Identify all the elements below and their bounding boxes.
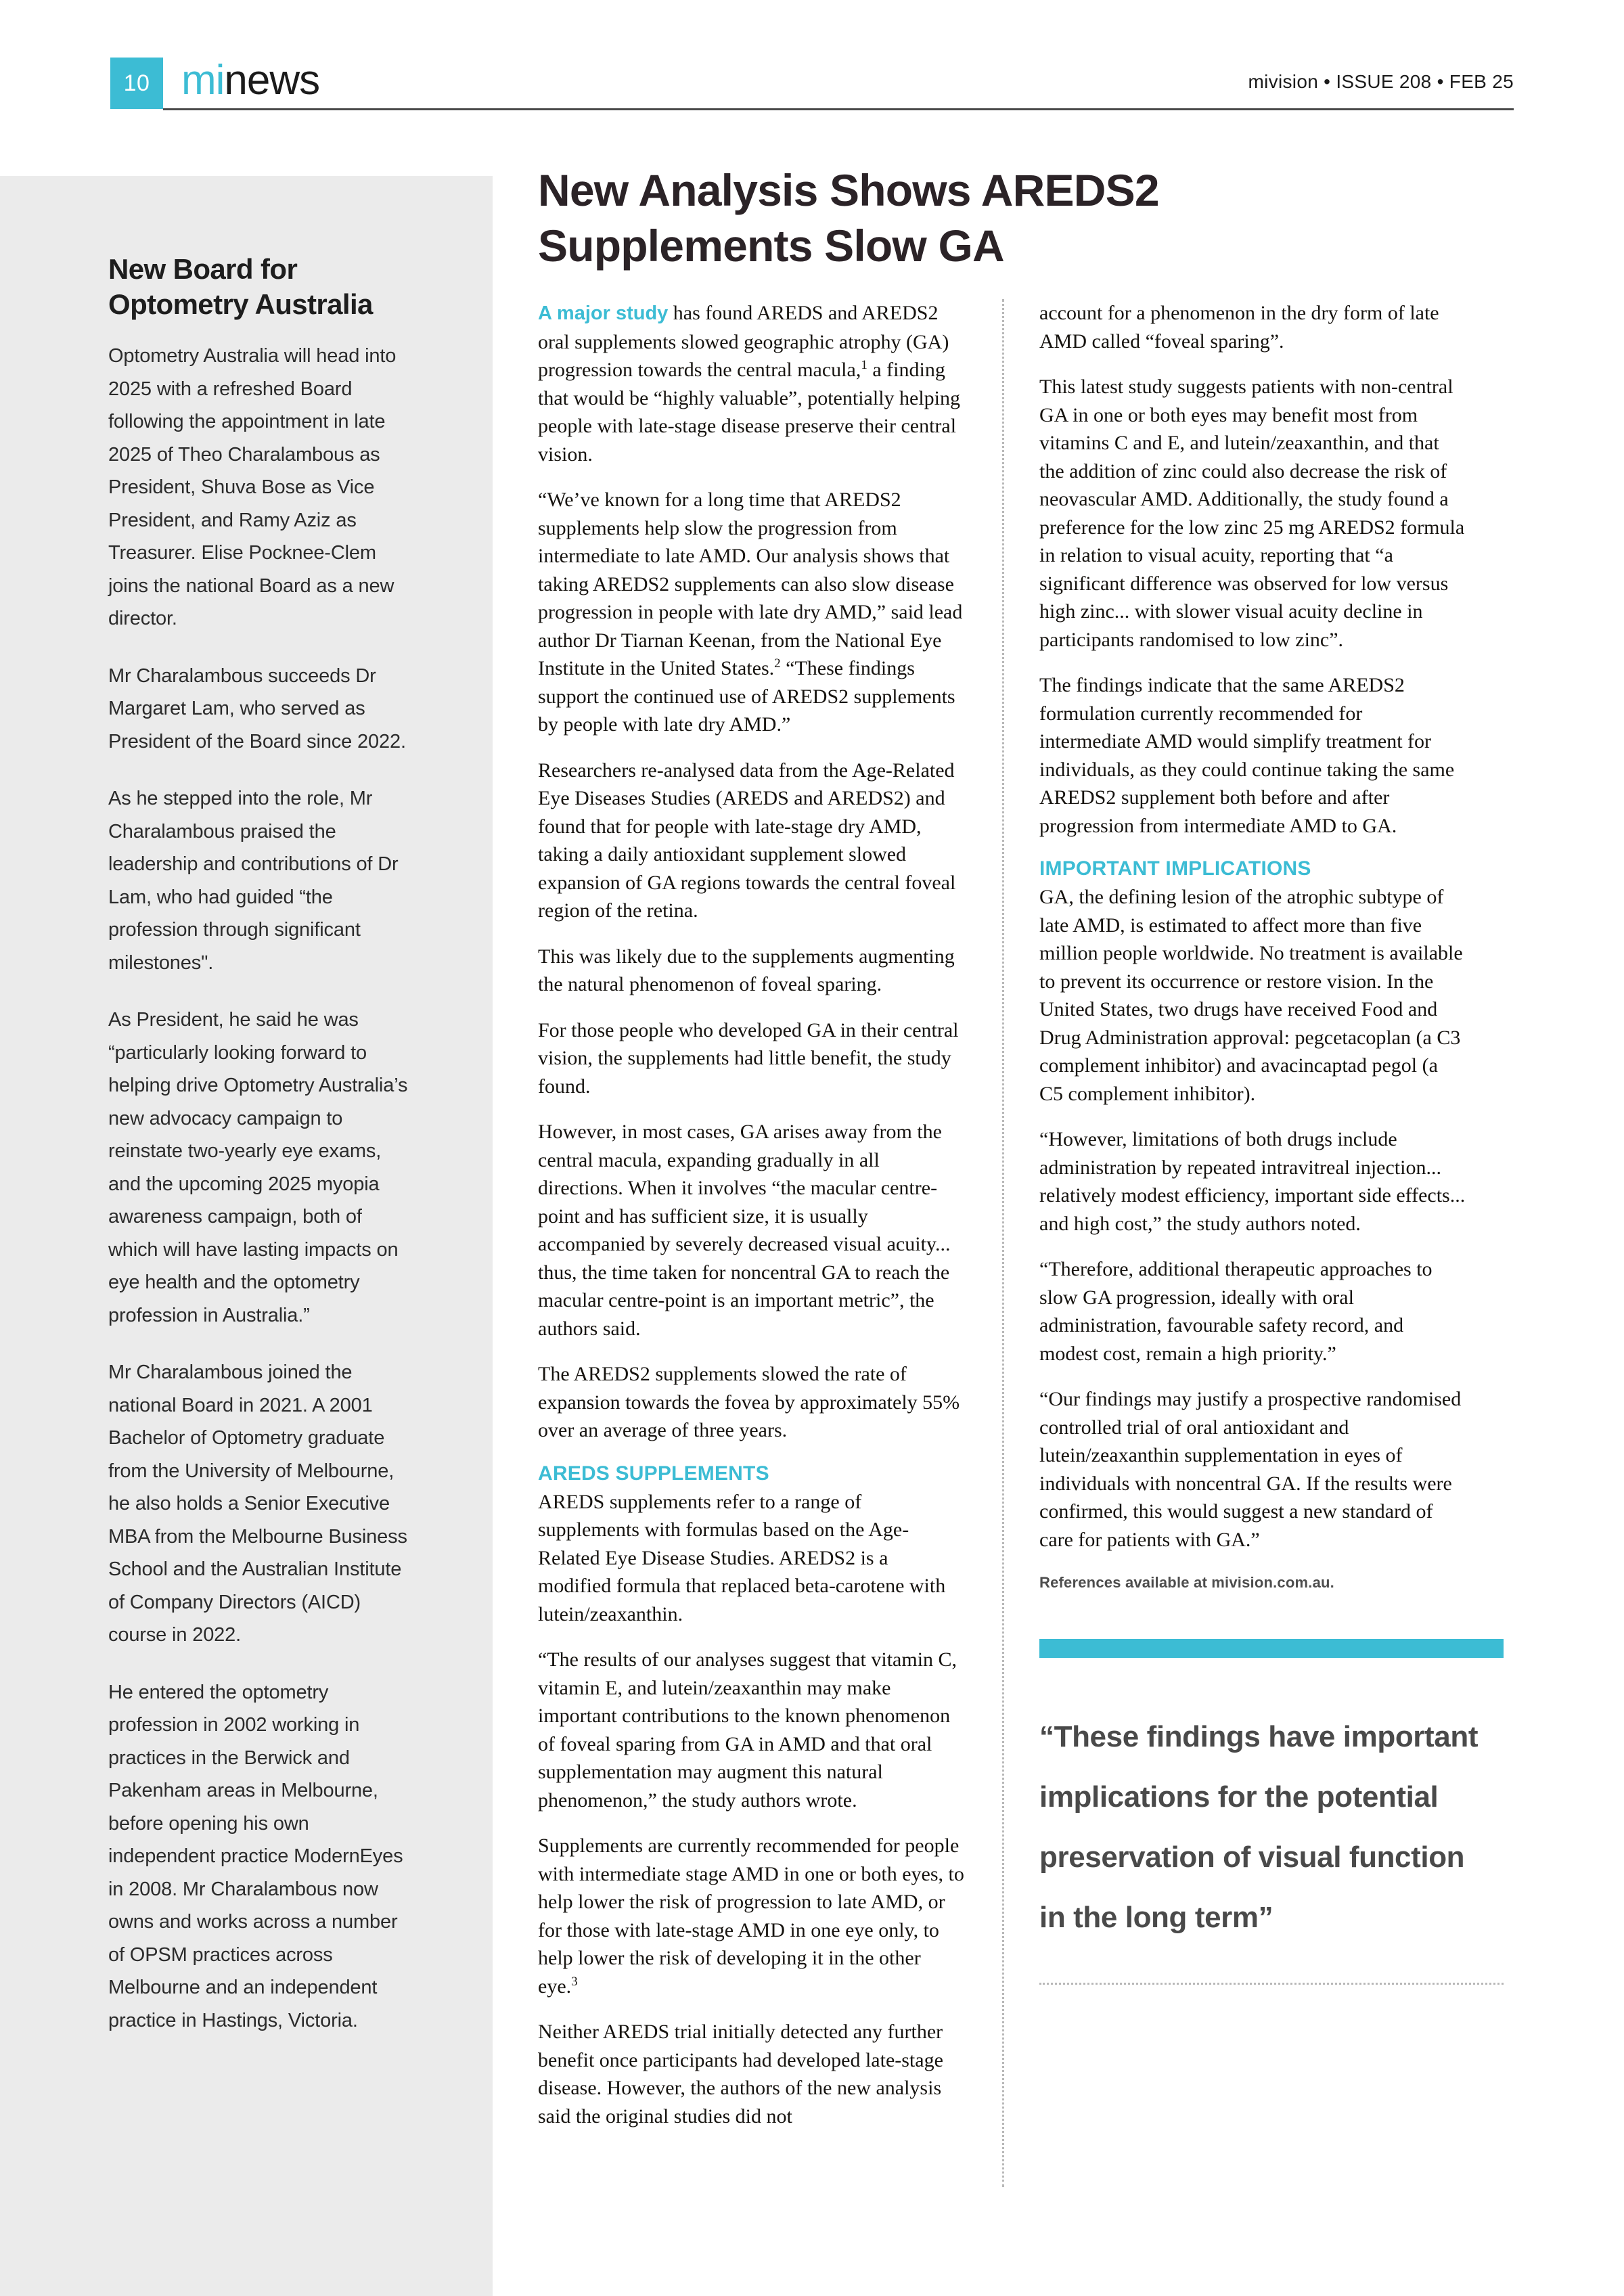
sidebar-paragraph: As he stepped into the role, Mr Charalambous praised the leadership and contributions of Dr Lam, who had guided “the profession through significant milestones". [108, 788, 399, 974]
masthead-divider [163, 108, 1514, 110]
article-paragraph: “Our findings may justify a prospective randomised controlled trial of oral antioxidant and lutein/zeaxanthin supplementation in eyes of individuals with noncentral GA. If the results were confirmed, this would suggest a new standard of care for patients with GA.” [1039, 1388, 1462, 1551]
pullquote-bottom-rule [1039, 1983, 1504, 1985]
article-column-left [538, 299, 1002, 2148]
logo-news-text: news [224, 57, 320, 104]
page-number-label: 10 [123, 70, 150, 96]
section-subhead-important-implications: IMPORTANT IMPLICATIONS [1039, 857, 1311, 880]
footnote-marker-1: 1 [861, 358, 867, 372]
article-paragraph: The AREDS2 supplements slowed the rate of expansion towards the fovea by approximately 55% over an average of three years. [538, 1363, 960, 1441]
sidebar-panel [0, 176, 493, 2296]
paragraph-text: “We’ve known for a long time that AREDS2 supplements help slow the progression from intermediate to late AMD. Our analysis shows that taking AREDS2 supplements can also slow disease progression in people with late dry AMD,” said lead author Dr Tiarnan Keenan, from the National Eye Institute in the United States. [538, 489, 963, 679]
sidebar-paragraph: Mr Charalambous joined the national Board in 2021. A 2001 Bachelor of Optometry graduate from the University of Melbourne, he also holds a Senior Executive MBA from the Melbourne Business School and the Australian Institute of Company Directors (AICD) course in 2022. [108, 1361, 407, 1646]
article-paragraph [538, 1832, 965, 2000]
article-paragraph: “However, limitations of both drugs include administration by repeated intravitreal injection... relatively modest efficiency, important side effects... and high cost,” the study authors noted. [1039, 1128, 1466, 1235]
article-paragraph: This was likely due to the supplements augmenting the natural phenomenon of foveal sparing. [538, 945, 955, 995]
article-paragraph: The findings indicate that the same AREDS2 formulation currently recommended for intermediate AMD would simplify treatment for individuals, as they could continue taking the same AREDS2 supplement both before and after progression from intermediate AMD to GA. [1039, 674, 1455, 837]
article-paragraph: Researchers re-analysed data from the Age-Related Eye Diseases Studies (AREDS and AREDS2) and found that for people with late-stage dry AMD, taking a daily antioxidant supplement slowed expansion of GA regions towards the central foveal region of the retina. [538, 759, 956, 922]
section-subhead-areds-supplements: AREDS SUPPLEMENTS [538, 1462, 769, 1485]
footnote-marker-3: 3 [571, 1974, 578, 1989]
issue-info: mivision • ISSUE 208 • FEB 25 [1248, 71, 1514, 92]
article-paragraph: “Therefore, additional therapeutic approaches to slow GA progression, ideally with oral administration, favourable safety record, and modest cost, remain a high priority.” [1039, 1258, 1433, 1365]
logo-mi-text: mi [181, 57, 225, 104]
article-columns [538, 299, 1514, 2148]
article-paragraph: “The results of our analyses suggest that vitamin C, vitamin E, and lutein/zeaxanthin may make important contributions to the known phenomenon of foveal sparing from GA in AMD and that oral supplementation may augment this natural phenomenon,” the study authors wrote. [538, 1648, 957, 1811]
sidebar-heading: New Board for Optometry Australia [108, 253, 373, 320]
article-main [538, 162, 1514, 2148]
article-paragraph [538, 486, 965, 739]
minews-logo [181, 57, 319, 104]
sidebar-paragraph: Mr Charalambous succeeds Dr Margaret Lam, who served as President of the Board since 2022. [108, 665, 406, 752]
article-paragraph: However, in most cases, GA arises away from the central macula, expanding gradually in all directions. When it involves “the macular centre-point and has sufficient size, it is usually accompanied by severely decreased visual acuity... thus, the time taken for noncentral GA to reach the macular centre-point is an important metric”, the authors said. [538, 1121, 951, 1340]
pull-quote: “These findings have important implications for the potential preservation of visual function in the long term” [1039, 1720, 1479, 1934]
article-paragraph: For those people who developed GA in their central vision, the supplements had little benefit, the study found. [538, 1018, 959, 1098]
sidebar-content [108, 252, 413, 2061]
references-note: References available at mivision.com.au. [1039, 1574, 1334, 1591]
lead-tail-text: a finding that would be “highly valuable”, potentially helping people with late-stage disease preserve their central vision. [538, 359, 961, 466]
article-column-right [1002, 299, 1479, 2148]
sidebar-paragraph: Optometry Australia will head into 2025 with a refreshed Board following the appointment in late 2025 of Theo Charalambous as President, Shuva Bose as Vice President, and Ramy Aziz as Treasurer. Elise Pocknee-Clem joins the national Board as a new director. [108, 345, 397, 629]
lead-rest-text: has found AREDS and AREDS2 oral supplements slowed geographic atrophy (GA) progression towards the central macula, [538, 302, 949, 381]
article-paragraph: AREDS supplements refer to a range of supplements with formulas based on the Age-Related Eye Disease Studies. AREDS2 is a modified formula that replaced beta-carotene with lutein/zeaxanthin. [538, 1490, 946, 1625]
article-headline: New Analysis Shows AREDS2 Supplements Slow GA [538, 165, 1159, 271]
footnote-marker-2: 2 [774, 656, 781, 671]
pullquote-accent-bar [1039, 1639, 1504, 1658]
article-paragraph: This latest study suggests patients with non-central GA in one or both eyes may benefit most from vitamins C and E, and lutein/zeaxanthin, and that the addition of zinc could also decrease the risk of neovascular AMD. Additionally, the study found a preference for the low zinc 25 mg AREDS2 formula in relation to visual acuity, reporting that “a significant difference was observed for low versus high zinc... with slower visual acuity decline in participants randomised to low zinc”. [1039, 376, 1465, 651]
paragraph-text-cont: “These findings support the continued use of AREDS2 supplements by people with late dry AMD.” [538, 657, 955, 736]
article-lead-paragraph [538, 299, 965, 468]
sidebar-paragraph: He entered the optometry profession in 2002 working in practices in the Berwick and Pakenham areas in Melbourne, before opening his own independent practice ModernEyes in 2008. Mr Charalambous now owns and works across a number of OPSM practices across Melbourne and an independent practice in Hastings, Victoria. [108, 1681, 403, 2031]
lead-in-text: A major study [538, 302, 669, 324]
masthead [0, 0, 1624, 123]
article-paragraph: Neither AREDS trial initially detected any further benefit once participants had developed late-stage disease. However, the authors of the new analysis said the original studies did not [538, 2021, 943, 2128]
article-paragraph: GA, the defining lesion of the atrophic subtype of late AMD, is estimated to affect more than five million people worldwide. No treatment is available to prevent its occurrence or restore vision. In the United States, two drugs have received Food and Drug Administration approval: pegcetacoplan (a C3 complement inhibitor) and avacincaptad pegol (a C5 complement inhibitor). [1039, 886, 1463, 1105]
paragraph-text: Supplements are currently recommended for people with intermediate stage AMD in one or both eyes, to help lower the risk of progression to late AMD, or for those with late-stage AMD in one eye only, to help lower the risk of developing it in the other eye. [538, 1834, 964, 1998]
page-number-badge [110, 58, 163, 109]
sidebar-paragraph: As President, he said he was “particularly looking forward to helping drive Optometry Australia’s new advocacy campaign to reinstate two-yearly eye exams, and the upcoming 2025 myopia awareness campaign, both of which will have lasting impacts on eye health and the optometry profession in Australia.” [108, 1009, 408, 1326]
article-paragraph: account for a phenomenon in the dry form of late AMD called “foveal sparing”. [1039, 302, 1439, 353]
